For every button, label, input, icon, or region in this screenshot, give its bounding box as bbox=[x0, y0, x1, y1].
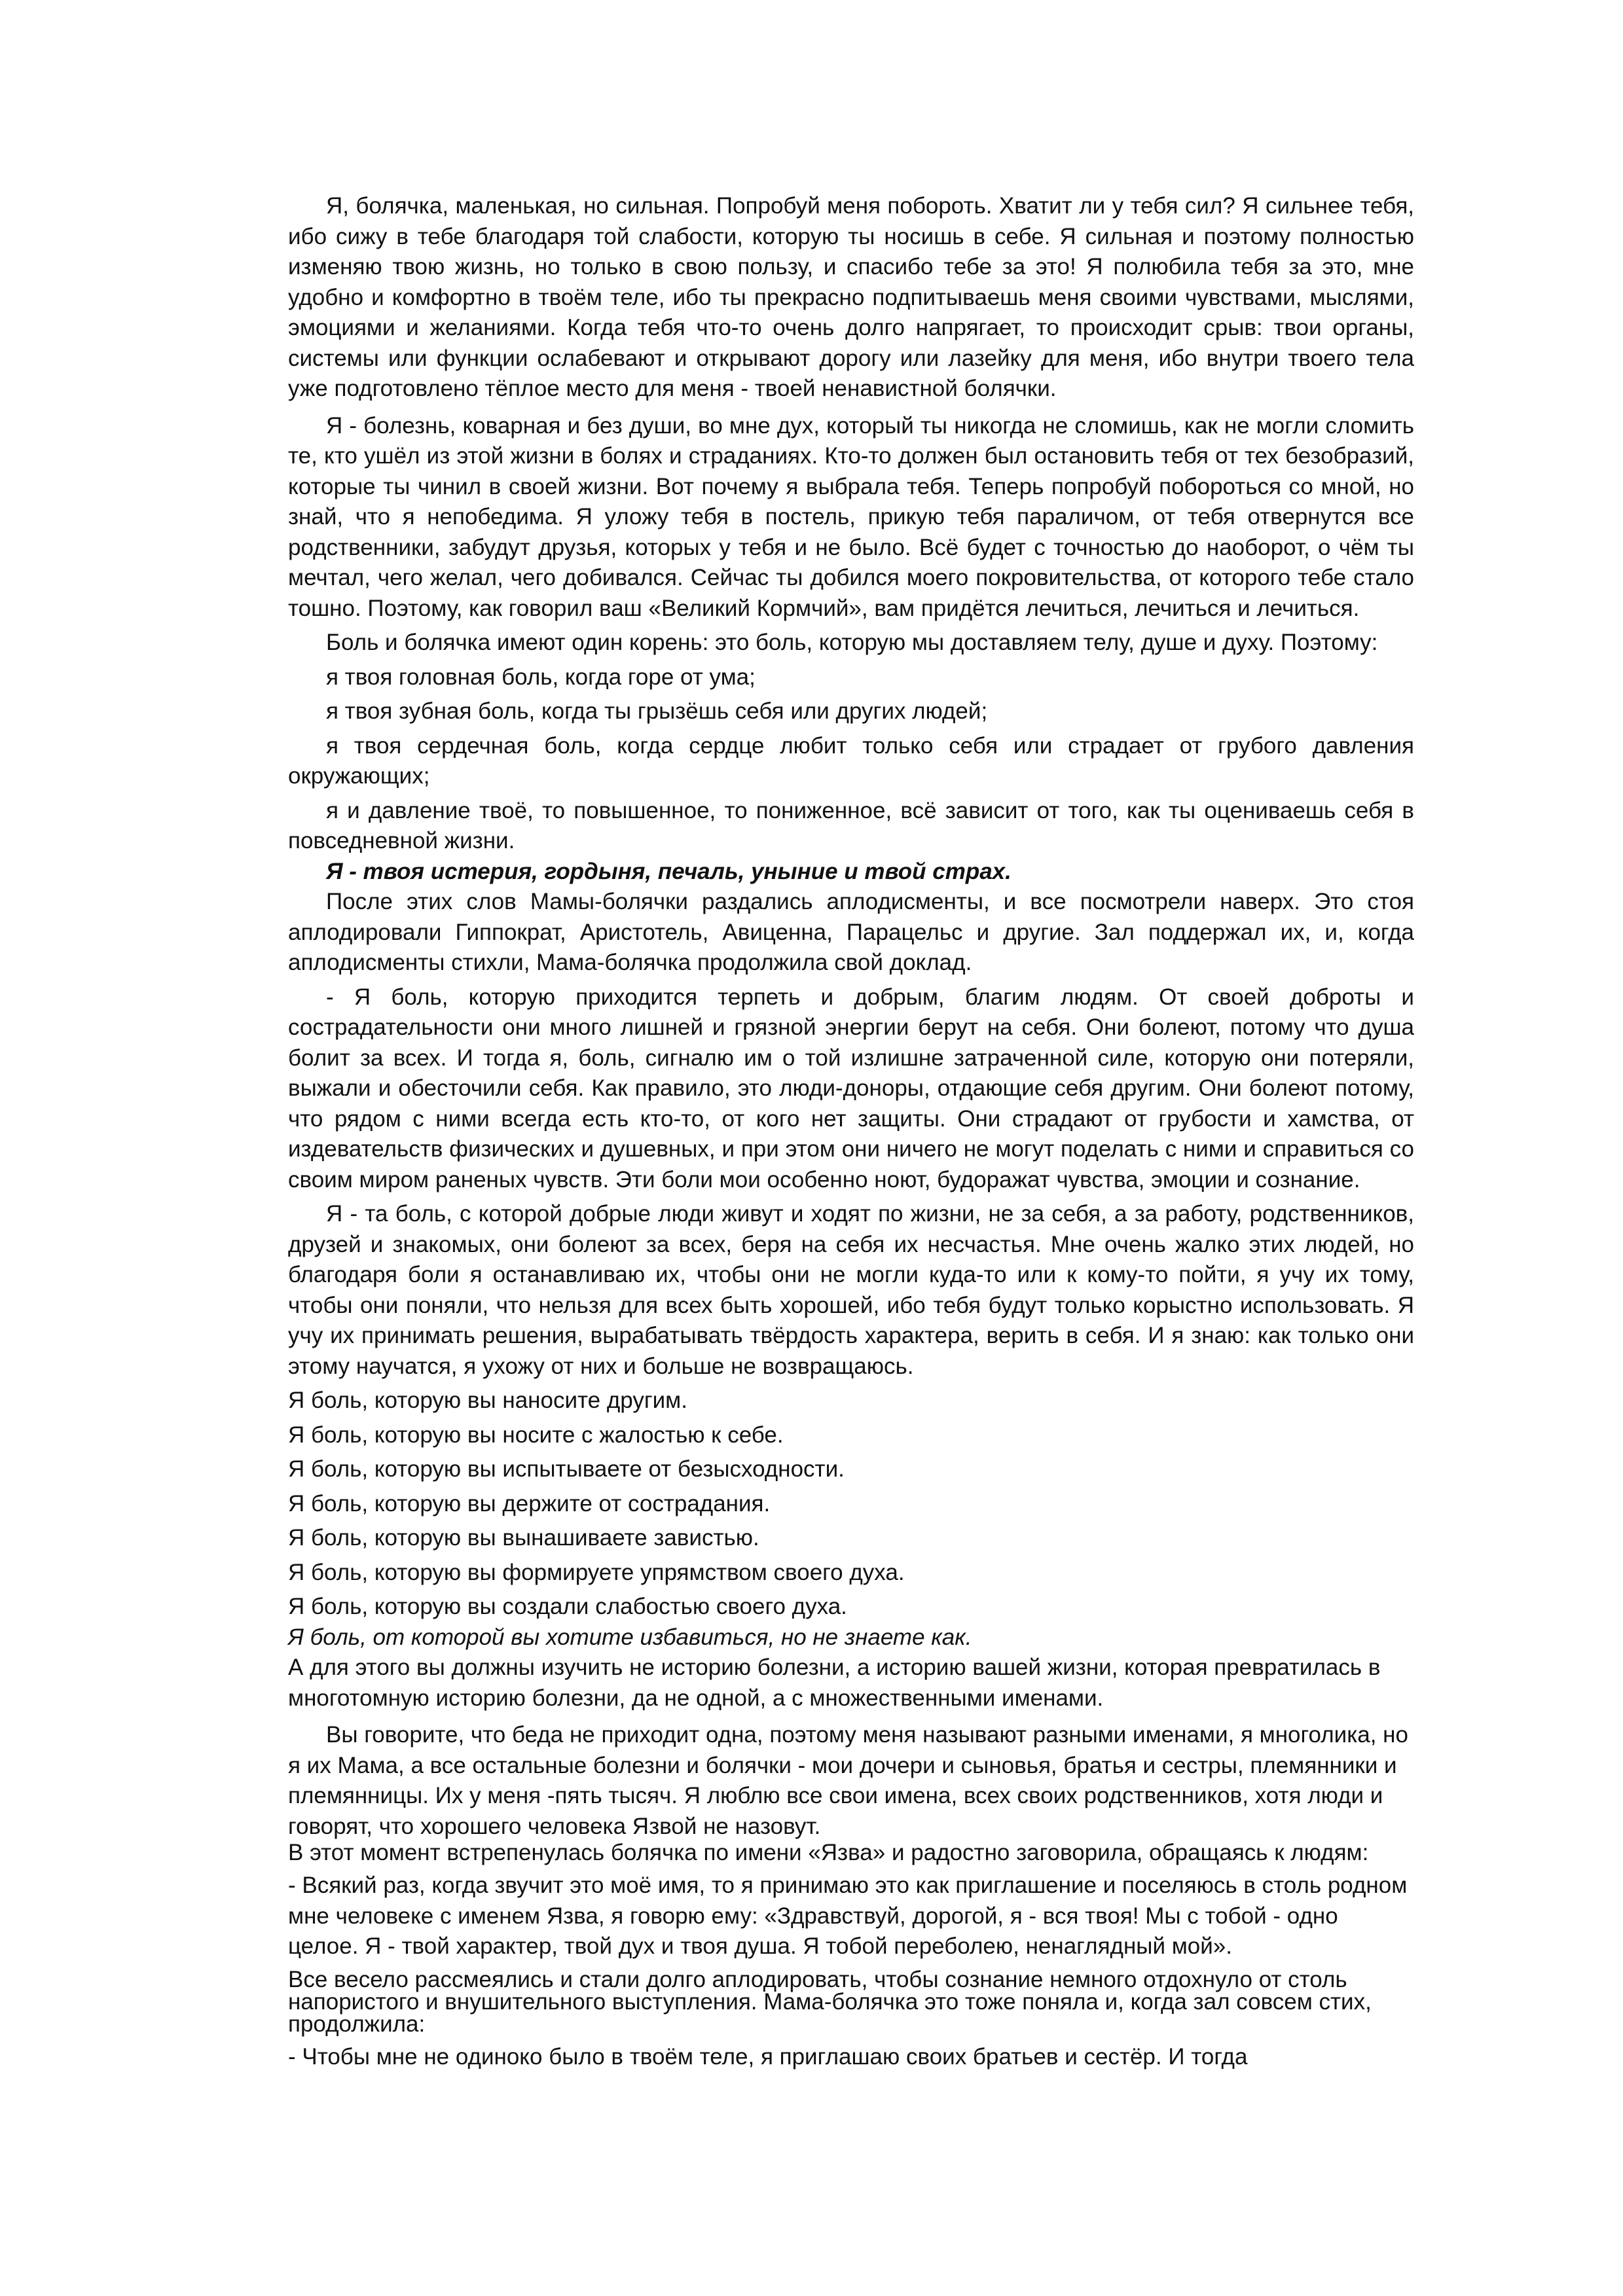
emphasis-line: Я - твоя истерия, гордыня, печаль, уныние и твой страх. bbox=[326, 858, 1012, 884]
paragraph: Все весело рассмеялись и стали долго аплодировать, чтобы сознание немного отдохнуло от столь напористого и внушительного выступления. Мама-болячка это тоже поняла и, когда зал совсем стих, продолжила: bbox=[288, 1966, 1372, 2037]
list-item: я твоя зубная боль, когда ты грызёшь себя или других людей; bbox=[326, 698, 988, 724]
paragraph: После этих слов Мамы-болячки раздались аплодисменты, и все посмотрели наверх. Это стоя аплодировали Гиппократ, Аристотель, Авиценна, Парацельс и другие. Зал поддержал их, и, когда аплодисменты стихли, Мама-болячка продолжила свой доклад. bbox=[288, 889, 1414, 975]
paragraph: А для этого вы должны изучить не историю болезни, а историю вашей жизни, которая превратилась в многотомную историю болезни, да не одной, а с множественными именами. bbox=[288, 1655, 1381, 1711]
paragraph: Я, болячка, маленькая, но сильная. Попробуй меня побороть. Хватит ли у тебя сил? Я сильнее тебя, ибо сижу в тебе благодаря той слабости, которую ты носишь в себе. Я сильная и поэтому полностью изменяю твою жизнь, но только в свою пользу, и спасибо тебе за это! Я полюбила тебя за это, мне удобно и комфортно в твоём теле, ибо ты прекрасно подпитываешь меня своими чувствами, мыслями, эмоциями и желаниями. Когда тебя что-то очень долго напрягает, то происходит срыв: твои органы, системы или функции ослабевают и открывают дорогу или лазейку для меня, ибо внутри твоего тела уже подготовлено тёплое место для меня - твоей ненавистной болячки. bbox=[288, 193, 1414, 401]
list-item: Я боль, которую вы создали слабостью своего духа. bbox=[288, 1594, 847, 1619]
paragraph: Я - та боль, с которой добрые люди живут и ходят по жизни, не за себя, а за работу, родственников, друзей и знакомых, они болеют за всех, беря на себя их несчастья. Мне очень жалко этих людей, но благодаря боли я останавливаю их, чтобы они не могли куда-то или к кому-то пойти, я учу их тому, чтобы они поняли, что нельзя для всех быть хорошей, ибо тебя будут только корыстно использовать. Я учу их принимать решения, вырабатывать твёрдость характера, верить в себя. И я знаю: как только они этому научатся, я ухожу от них и больше не возвращаюсь. bbox=[288, 1201, 1414, 1379]
paragraph: Боль и болячка имеют один корень: это боль, которую мы доставляем телу, душе и духу. Поэтому: bbox=[326, 630, 1378, 655]
list-item: я твоя сердечная боль, когда сердце любит только себя или страдает от грубого давления окружающих; bbox=[288, 732, 1414, 789]
paragraph: - Я боль, которую приходится терпеть и добрым, благим людям. От своей доброты и сострадательности они много лишней и грязной энергии берут на себя. Они болеют, потому что душа болит за всех. И тогда я, боль, сигналю им о той излишне затраченной силе, которую они потеряли, выжали и обесточили себя. Как правило, это люди-доноры, отдающие себя другим. Они болеют потому, что рядом с ними всегда есть кто-то, от кого нет защиты. Они страдают от грубости и хамства, от издевательств физических и душевных, и при этом они ничего не могут поделать с ними и справиться со своим миром раненых чувств. Эти боли мои особенно ноют, будоражат чувства, эмоции и сознание. bbox=[288, 984, 1414, 1193]
paragraph: Вы говорите, что беда не приходит одна, поэтому меня называют разными именами, я многолика, но я их Мама, а все остальные болезни и болячки - мои дочери и сыновья, братья и сестры, племянники и племянницы. Их у меня -пять тысяч. Я люблю все свои имена, всех своих родственников, хотя люди и говорят, что хорошего человека Язвой не назовут. bbox=[288, 1722, 1408, 1839]
list-item: Я боль, которую вы формируете упрямством своего духа. bbox=[288, 1559, 905, 1585]
paragraph: Я - болезнь, коварная и без души, во мне дух, который ты никогда не сломишь, как не могли сломить те, кто ушёл из этой жизни в болях и страданиях. Кто-то должен был остановить тебя от тех безобразий, которые ты чинил в своей жизни. Вот почему я выбрала тебя. Теперь попробуй побороться со мной, но знай, что я непобедима. Я уложу тебя в постель, прикую тебя параличом, от тебя отвернутся все родственники, забудут друзья, которых у тебя и не было. Всё будет с точностью до наоборот, о чём ты мечтал, чего желал, чего добивался. Сейчас ты добился моего покровительства, от которого тебе стало тошно. Поэтому, как говорил ваш «Великий Кормчий», вам придётся лечиться, лечиться и лечиться. bbox=[288, 412, 1414, 621]
list-item: я и давление твоё, то повышенное, то пониженное, всё зависит от того, как ты оцениваешь себя в повседневной жизни. bbox=[288, 797, 1414, 853]
list-item: Я боль, которую вы наносите другим. bbox=[288, 1388, 687, 1413]
paragraph: В этот момент встрепенулась болячка по имени «Язва» и радостно заговорила, обращаясь к людям: bbox=[288, 1840, 1369, 1865]
document-body bbox=[288, 191, 1414, 2072]
list-item: Я боль, которую вы держите от сострадания. bbox=[288, 1490, 771, 1516]
list-item: я твоя головная боль, когда горе от ума; bbox=[326, 664, 756, 690]
paragraph: - Всякий раз, когда звучит это моё имя, то я принимаю это как приглашение и поселяюсь в столь родном мне человеке с именем Язва, я говорю ему: «Здравствуй, дорогой, я - вся твоя! Мы с тобой - одно целое. Я - твой характер, твой дух и твоя душа. Я тобой переболею, ненаглядный мой». bbox=[288, 1873, 1408, 1959]
paragraph: - Чтобы мне не одиноко было в твоём теле, я приглашаю своих братьев и сестёр. И тогда bbox=[288, 2043, 1248, 2070]
list-item: Я боль, которую вы вынашиваете завистью. bbox=[288, 1525, 759, 1551]
list-item: Я боль, которую вы испытываете от безысходности. bbox=[288, 1456, 845, 1482]
list-item: Я боль, которую вы носите с жалостью к себе. bbox=[288, 1422, 784, 1448]
list-item-italic: Я боль, от которой вы хотите избавиться, но не знаете как. bbox=[288, 1624, 972, 1650]
